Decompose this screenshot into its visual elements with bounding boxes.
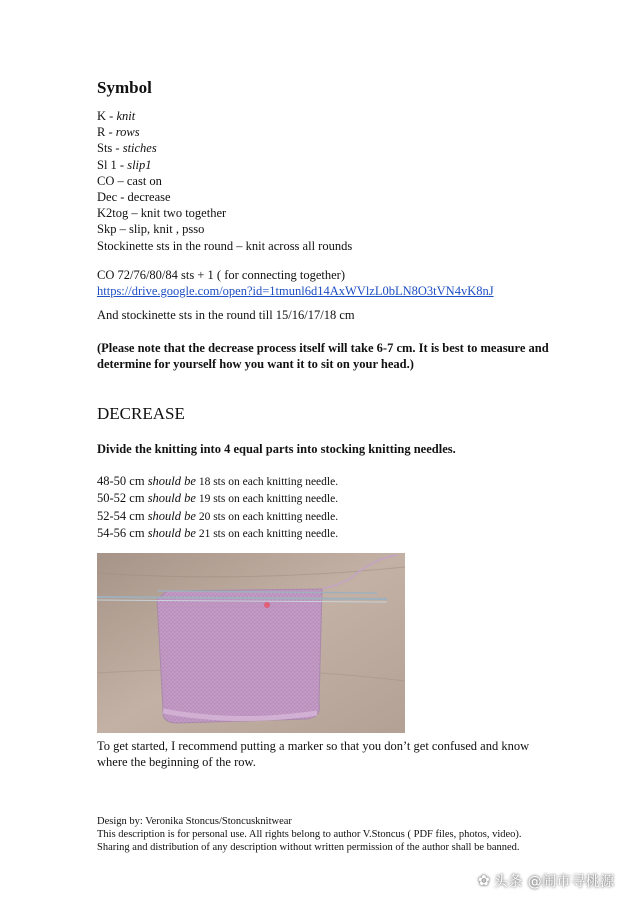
- cast-on-instruction: CO 72/76/80/84 sts + 1 ( for connecting together): [97, 268, 345, 282]
- abbreviation-item: Skp – slip, knit , psso: [97, 222, 205, 237]
- abbreviation-item: R - rows: [97, 125, 140, 140]
- watermark-text: 头条 @闹市寻桃源: [493, 874, 615, 890]
- size-list: [97, 473, 338, 542]
- knitting-photo-illustration: [97, 553, 405, 733]
- abbreviation-item: Sl 1 - slip1: [97, 157, 152, 172]
- abbreviation-item: Stockinette sts in the round – knit across all rounds: [97, 238, 353, 253]
- abbreviation-item: Sts - stiches: [97, 141, 157, 156]
- abbreviation-list: [97, 108, 352, 254]
- size-item: 50-52 cm should be 19 sts on each knitting needle.: [97, 491, 339, 506]
- footer-line: Design by: Veronika Stoncus/Stoncusknitwear: [97, 816, 292, 827]
- size-item: 54-56 cm should be 21 sts on each knitting needle.: [97, 525, 339, 540]
- divide-instruction: Divide the knitting into 4 equal parts into stocking knitting needles.: [97, 442, 456, 456]
- abbreviation-item: Dec - decrease: [97, 190, 171, 205]
- abbreviation-item: K2tog – knit two together: [97, 206, 227, 221]
- size-item: 48-50 cm should be 18 sts on each knitting needle.: [97, 474, 339, 488]
- knitting-photo: [97, 553, 405, 733]
- size-item: 52-54 cm should be 20 sts on each knitting needle.: [97, 508, 339, 523]
- copyright-footer: [97, 816, 557, 854]
- decrease-note: (Please note that the decrease process itself will take 6-7 cm. It is best to measure and determine for yourself how you want it to sit on your head.): [97, 341, 549, 371]
- watermark-icon: ✿: [478, 873, 490, 889]
- abbreviation-item: K - knit: [97, 109, 136, 123]
- getting-started-text: To get started, I recommend putting a marker so that you don’t get confused and know where the beginning of the row.: [97, 739, 530, 769]
- abbreviation-item: CO – cast on: [97, 173, 162, 188]
- symbol-heading: Symbol: [97, 78, 152, 97]
- pattern-video-link[interactable]: https://drive.google.com/open?id=1tmunl6d14AxWVlzL0bLN8O3tVN4vK8nJ: [97, 284, 494, 298]
- watermark: [478, 870, 628, 892]
- stockinette-instruction: And stockinette sts in the round till 15/16/17/18 cm: [97, 308, 355, 322]
- footer-line: Sharing and distribution of any description without written permission of the author shall be banned.: [97, 841, 520, 853]
- footer-line: This description is for personal use. All rights belong to author V.Stoncus ( PDF files, photos, video).: [97, 828, 522, 840]
- decrease-heading: DECREASE: [97, 404, 185, 423]
